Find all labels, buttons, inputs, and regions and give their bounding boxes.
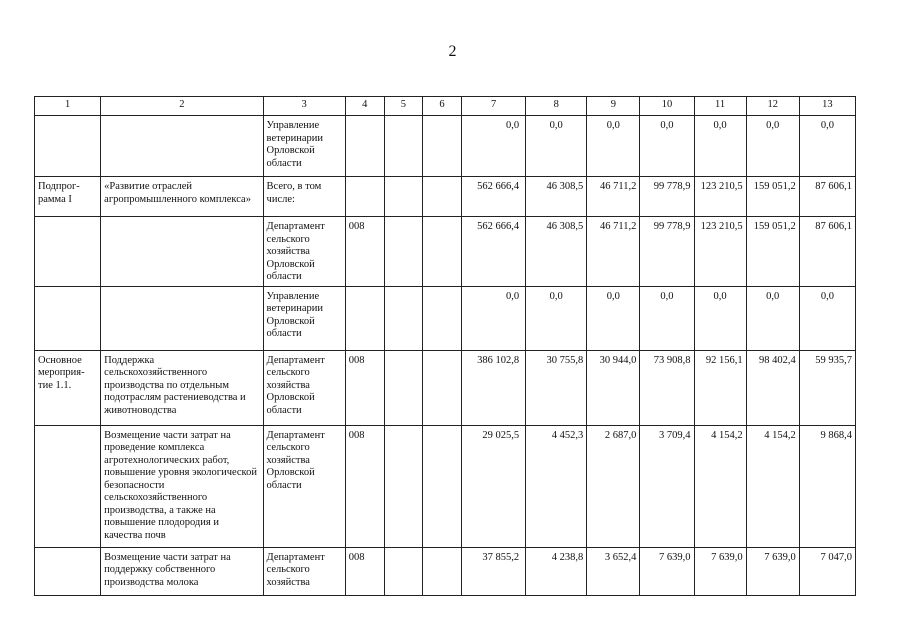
value-cell: 159 051,2 bbox=[746, 177, 799, 217]
code-cell bbox=[384, 177, 422, 217]
code-cell bbox=[422, 177, 461, 217]
measure-name-cell: «Развитие отраслей агропромышленного комплекса» bbox=[101, 177, 263, 217]
program-cell bbox=[35, 286, 101, 350]
value-cell: 7 639,0 bbox=[694, 547, 746, 595]
value-cell: 0,0 bbox=[587, 286, 640, 350]
column-header: 8 bbox=[526, 97, 587, 116]
column-header: 1 bbox=[35, 97, 101, 116]
value-cell: 0,0 bbox=[587, 116, 640, 177]
code-cell bbox=[384, 350, 422, 425]
value-cell: 46 711,2 bbox=[587, 217, 640, 287]
executor-cell: Департамент сельского хозяйства bbox=[263, 547, 345, 595]
budget-table bbox=[34, 96, 856, 596]
value-cell: 37 855,2 bbox=[462, 547, 526, 595]
table-row bbox=[35, 425, 856, 547]
value-cell: 30 755,8 bbox=[526, 350, 587, 425]
value-cell: 3 709,4 bbox=[640, 425, 694, 547]
code-cell bbox=[422, 547, 461, 595]
value-cell: 0,0 bbox=[694, 116, 746, 177]
code-cell bbox=[384, 547, 422, 595]
table-row bbox=[35, 217, 856, 287]
executor-cell: Департамент сельского хозяйства Орловской области bbox=[263, 350, 345, 425]
value-cell: 99 778,9 bbox=[640, 217, 694, 287]
code-cell: 008 bbox=[345, 547, 384, 595]
value-cell: 7 047,0 bbox=[799, 547, 855, 595]
value-cell: 0,0 bbox=[799, 286, 855, 350]
column-header: 6 bbox=[422, 97, 461, 116]
value-cell: 30 944,0 bbox=[587, 350, 640, 425]
column-header: 11 bbox=[694, 97, 746, 116]
executor-cell: Всего, в том числе: bbox=[263, 177, 345, 217]
column-header: 5 bbox=[384, 97, 422, 116]
column-header: 7 bbox=[462, 97, 526, 116]
code-cell bbox=[422, 286, 461, 350]
measure-name-cell bbox=[101, 286, 263, 350]
value-cell: 87 606,1 bbox=[799, 217, 855, 287]
value-cell: 29 025,5 bbox=[462, 425, 526, 547]
value-cell: 4 154,2 bbox=[694, 425, 746, 547]
program-cell bbox=[35, 547, 101, 595]
value-cell: 123 210,5 bbox=[694, 177, 746, 217]
column-header: 13 bbox=[799, 97, 855, 116]
value-cell: 0,0 bbox=[640, 286, 694, 350]
value-cell: 0,0 bbox=[462, 286, 526, 350]
value-cell: 123 210,5 bbox=[694, 217, 746, 287]
table-row bbox=[35, 177, 856, 217]
value-cell: 87 606,1 bbox=[799, 177, 855, 217]
table-header-row bbox=[35, 97, 856, 116]
program-cell: Основное мероприя-тие 1.1. bbox=[35, 350, 101, 425]
program-cell bbox=[35, 425, 101, 547]
value-cell: 92 156,1 bbox=[694, 350, 746, 425]
page-number: 2 bbox=[448, 43, 457, 60]
value-cell: 0,0 bbox=[746, 116, 799, 177]
code-cell bbox=[384, 425, 422, 547]
value-cell: 562 666,4 bbox=[462, 177, 526, 217]
value-cell: 159 051,2 bbox=[746, 217, 799, 287]
value-cell: 9 868,4 bbox=[799, 425, 855, 547]
code-cell bbox=[345, 286, 384, 350]
value-cell: 386 102,8 bbox=[462, 350, 526, 425]
code-cell bbox=[422, 217, 461, 287]
executor-cell: Департамент сельского хозяйства Орловской области bbox=[263, 217, 345, 287]
value-cell: 0,0 bbox=[746, 286, 799, 350]
code-cell: 008 bbox=[345, 217, 384, 287]
value-cell: 4 154,2 bbox=[746, 425, 799, 547]
value-cell: 46 711,2 bbox=[587, 177, 640, 217]
value-cell: 98 402,4 bbox=[746, 350, 799, 425]
value-cell: 0,0 bbox=[694, 286, 746, 350]
executor-cell: Управление ветеринарии Орловской области bbox=[263, 116, 345, 177]
table-row bbox=[35, 350, 856, 425]
column-header: 2 bbox=[101, 97, 263, 116]
table-row bbox=[35, 116, 856, 177]
measure-name-cell: Поддержка сельскохозяйственного производства по отдельным подотраслям растениеводства и животноводства bbox=[101, 350, 263, 425]
value-cell: 562 666,4 bbox=[462, 217, 526, 287]
value-cell: 0,0 bbox=[526, 116, 587, 177]
value-cell: 0,0 bbox=[462, 116, 526, 177]
program-cell: Подпрог-рамма I bbox=[35, 177, 101, 217]
program-cell bbox=[35, 217, 101, 287]
code-cell bbox=[422, 116, 461, 177]
value-cell: 4 452,3 bbox=[526, 425, 587, 547]
code-cell: 008 bbox=[345, 350, 384, 425]
value-cell: 46 308,5 bbox=[526, 217, 587, 287]
program-cell bbox=[35, 116, 101, 177]
column-header: 10 bbox=[640, 97, 694, 116]
value-cell: 7 639,0 bbox=[640, 547, 694, 595]
value-cell: 0,0 bbox=[526, 286, 587, 350]
value-cell: 73 908,8 bbox=[640, 350, 694, 425]
measure-name-cell: Возмещение части затрат на поддержку собственного производства молока bbox=[101, 547, 263, 595]
column-header: 12 bbox=[746, 97, 799, 116]
code-cell bbox=[345, 177, 384, 217]
measure-name-cell: Возмещение части затрат на проведение комплекса агротехнологических работ, повышение уровня экологической безопасности сельскохозяйственного производства, а также на повышение плодородия и качества почв bbox=[101, 425, 263, 547]
code-cell bbox=[384, 217, 422, 287]
measure-name-cell bbox=[101, 217, 263, 287]
column-header: 3 bbox=[263, 97, 345, 116]
table-row bbox=[35, 547, 856, 595]
code-cell bbox=[384, 286, 422, 350]
value-cell: 2 687,0 bbox=[587, 425, 640, 547]
value-cell: 4 238,8 bbox=[526, 547, 587, 595]
code-cell: 008 bbox=[345, 425, 384, 547]
executor-cell: Управление ветеринарии Орловской области bbox=[263, 286, 345, 350]
value-cell: 99 778,9 bbox=[640, 177, 694, 217]
code-cell bbox=[422, 425, 461, 547]
value-cell: 0,0 bbox=[640, 116, 694, 177]
value-cell: 3 652,4 bbox=[587, 547, 640, 595]
code-cell bbox=[384, 116, 422, 177]
column-header: 9 bbox=[587, 97, 640, 116]
column-header: 4 bbox=[345, 97, 384, 116]
code-cell bbox=[422, 350, 461, 425]
value-cell: 7 639,0 bbox=[746, 547, 799, 595]
value-cell: 46 308,5 bbox=[526, 177, 587, 217]
table-row bbox=[35, 286, 856, 350]
value-cell: 59 935,7 bbox=[799, 350, 855, 425]
value-cell: 0,0 bbox=[799, 116, 855, 177]
code-cell bbox=[345, 116, 384, 177]
executor-cell: Департамент сельского хозяйства Орловской области bbox=[263, 425, 345, 547]
measure-name-cell bbox=[101, 116, 263, 177]
